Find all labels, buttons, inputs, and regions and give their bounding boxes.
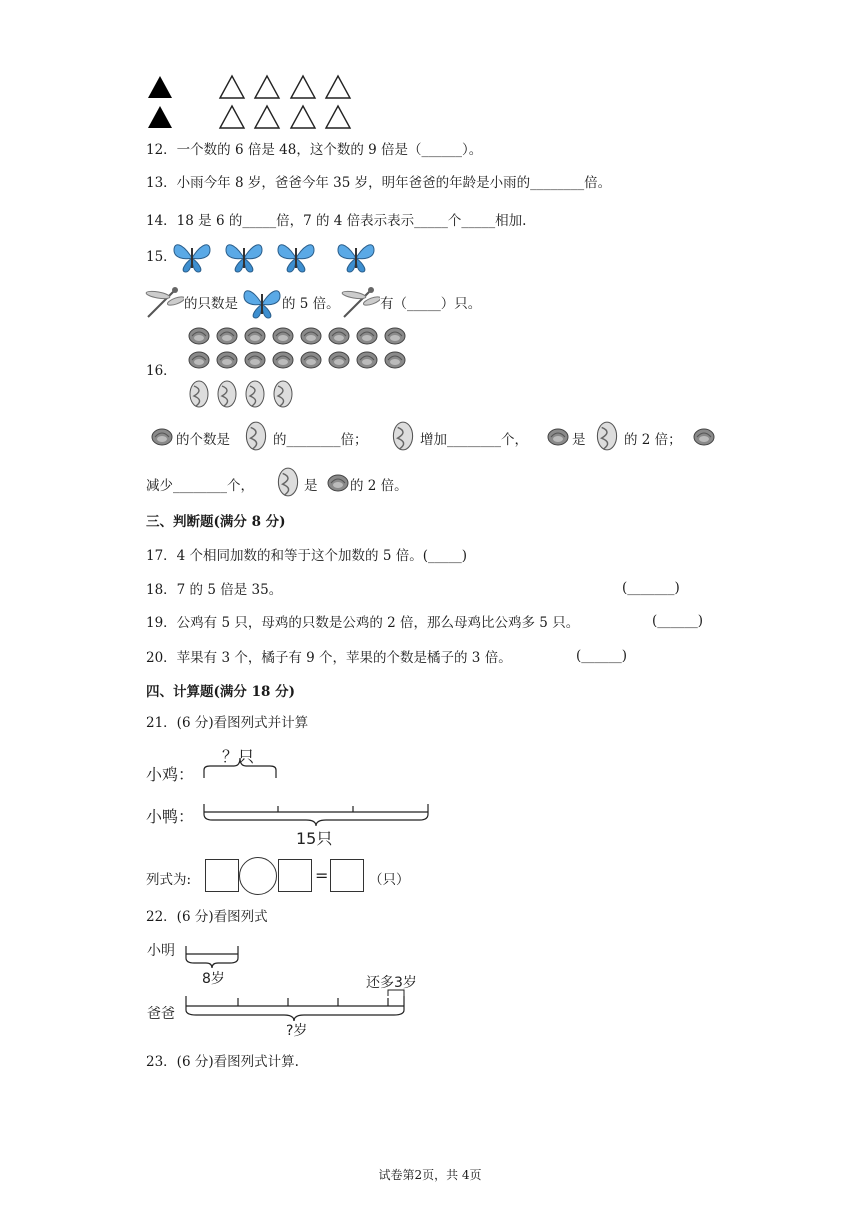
duck-label: 小鸭： — [146, 807, 195, 826]
section-3-heading: 三、判断题(满分 8 分) — [146, 514, 286, 530]
chick-label: 小鸡： — [146, 765, 195, 784]
dad-label: 爸爸 — [147, 1006, 175, 1022]
question-16-text-a4: 是 — [572, 432, 586, 448]
dad-bar — [184, 988, 410, 1022]
question-17: 17．4 个相同加数的和等于这个加数的 5 倍。(_____) — [146, 548, 468, 564]
question-15-text-2: 的 5 倍。 — [282, 296, 340, 312]
ming-age: 8岁 — [202, 971, 225, 987]
question-16-text-b3: 的 2 倍。 — [350, 478, 408, 494]
question-19: 19．公鸡有 5 只，母鸡的只数是公鸡的 2 倍，那么母鸡比公鸡多 5 只。 — [146, 615, 580, 631]
formula-label: 列式为: — [146, 872, 192, 888]
question-16-number: 16． — [146, 363, 177, 379]
chick-question: ？只 — [222, 747, 255, 766]
answer-box-3[interactable] — [330, 859, 364, 892]
page-footer: 试卷第2页，共 4页 — [378, 1168, 482, 1182]
dad-extra: 还多3岁 — [366, 975, 417, 991]
question-16-text-a1: 的个数是 — [176, 432, 230, 448]
question-21: 21．(6 分)看图列式并计算 — [146, 715, 309, 731]
question-14: 14．18 是 6 的_____倍，7 的 4 倍表示表示_____个_____相加. — [146, 213, 527, 229]
question-16-text-b1: 减少________个， — [146, 478, 254, 494]
equals-sign: = — [315, 866, 329, 885]
question-16-text-a5: 的 2 倍； — [624, 432, 682, 448]
operator-circle[interactable] — [239, 857, 277, 895]
dragonfly-icon — [340, 285, 380, 319]
duck-total: 15只 — [296, 829, 333, 848]
dad-question: ?岁 — [286, 1023, 308, 1039]
shell-and-conch-grid — [186, 324, 416, 414]
question-20: 20．苹果有 3 个，橘子有 9 个，苹果的个数是橘子的 3 倍。 — [146, 650, 512, 666]
conch-icon — [243, 420, 269, 452]
question-13: 13．小雨今年 8 岁，爸爸今年 35 岁，明年爸爸的年龄是小雨的________倍。 — [146, 175, 612, 191]
answer-box-1[interactable] — [205, 859, 239, 892]
ming-bar — [184, 944, 246, 970]
ming-label: 小明 — [147, 943, 175, 959]
question-16-text-a2: 的________倍； — [273, 432, 368, 448]
butterfly-icons — [172, 238, 387, 278]
question-15-text-1: 的只数是 — [184, 296, 238, 312]
question-15-text-3: 有（_____）只。 — [380, 296, 482, 312]
shell-icon — [692, 425, 716, 447]
question-18-answer-blank: (_______) — [622, 580, 680, 596]
conch-icon — [390, 420, 416, 452]
shell-icon — [546, 425, 570, 447]
answer-box-2[interactable] — [278, 859, 312, 892]
shell-icon — [150, 425, 174, 447]
butterfly-icon — [242, 284, 282, 320]
dragonfly-icon — [144, 285, 184, 319]
question-22: 22．(6 分)看图列式 — [146, 909, 268, 925]
question-12: 12．一个数的 6 倍是 48，这个数的 9 倍是（______）。 — [146, 142, 483, 158]
question-23: 23．(6 分)看图列式计算. — [146, 1054, 299, 1070]
formula-unit: （只） — [369, 872, 410, 888]
conch-icon — [275, 466, 301, 498]
conch-icon — [594, 420, 620, 452]
question-18: 18．7 的 5 倍是 35。 — [146, 582, 283, 598]
question-20-answer-blank: (______) — [576, 648, 628, 664]
triangle-rows — [146, 74, 358, 132]
question-19-answer-blank: (______) — [652, 613, 704, 629]
question-16-text-b2: 是 — [304, 478, 318, 494]
section-4-heading: 四、计算题(满分 18 分) — [146, 684, 295, 700]
shell-icon — [326, 471, 350, 493]
question-16-text-a3: 增加________个， — [420, 432, 528, 448]
chick-bar — [198, 756, 284, 784]
question-15-number: 15． — [146, 249, 177, 265]
